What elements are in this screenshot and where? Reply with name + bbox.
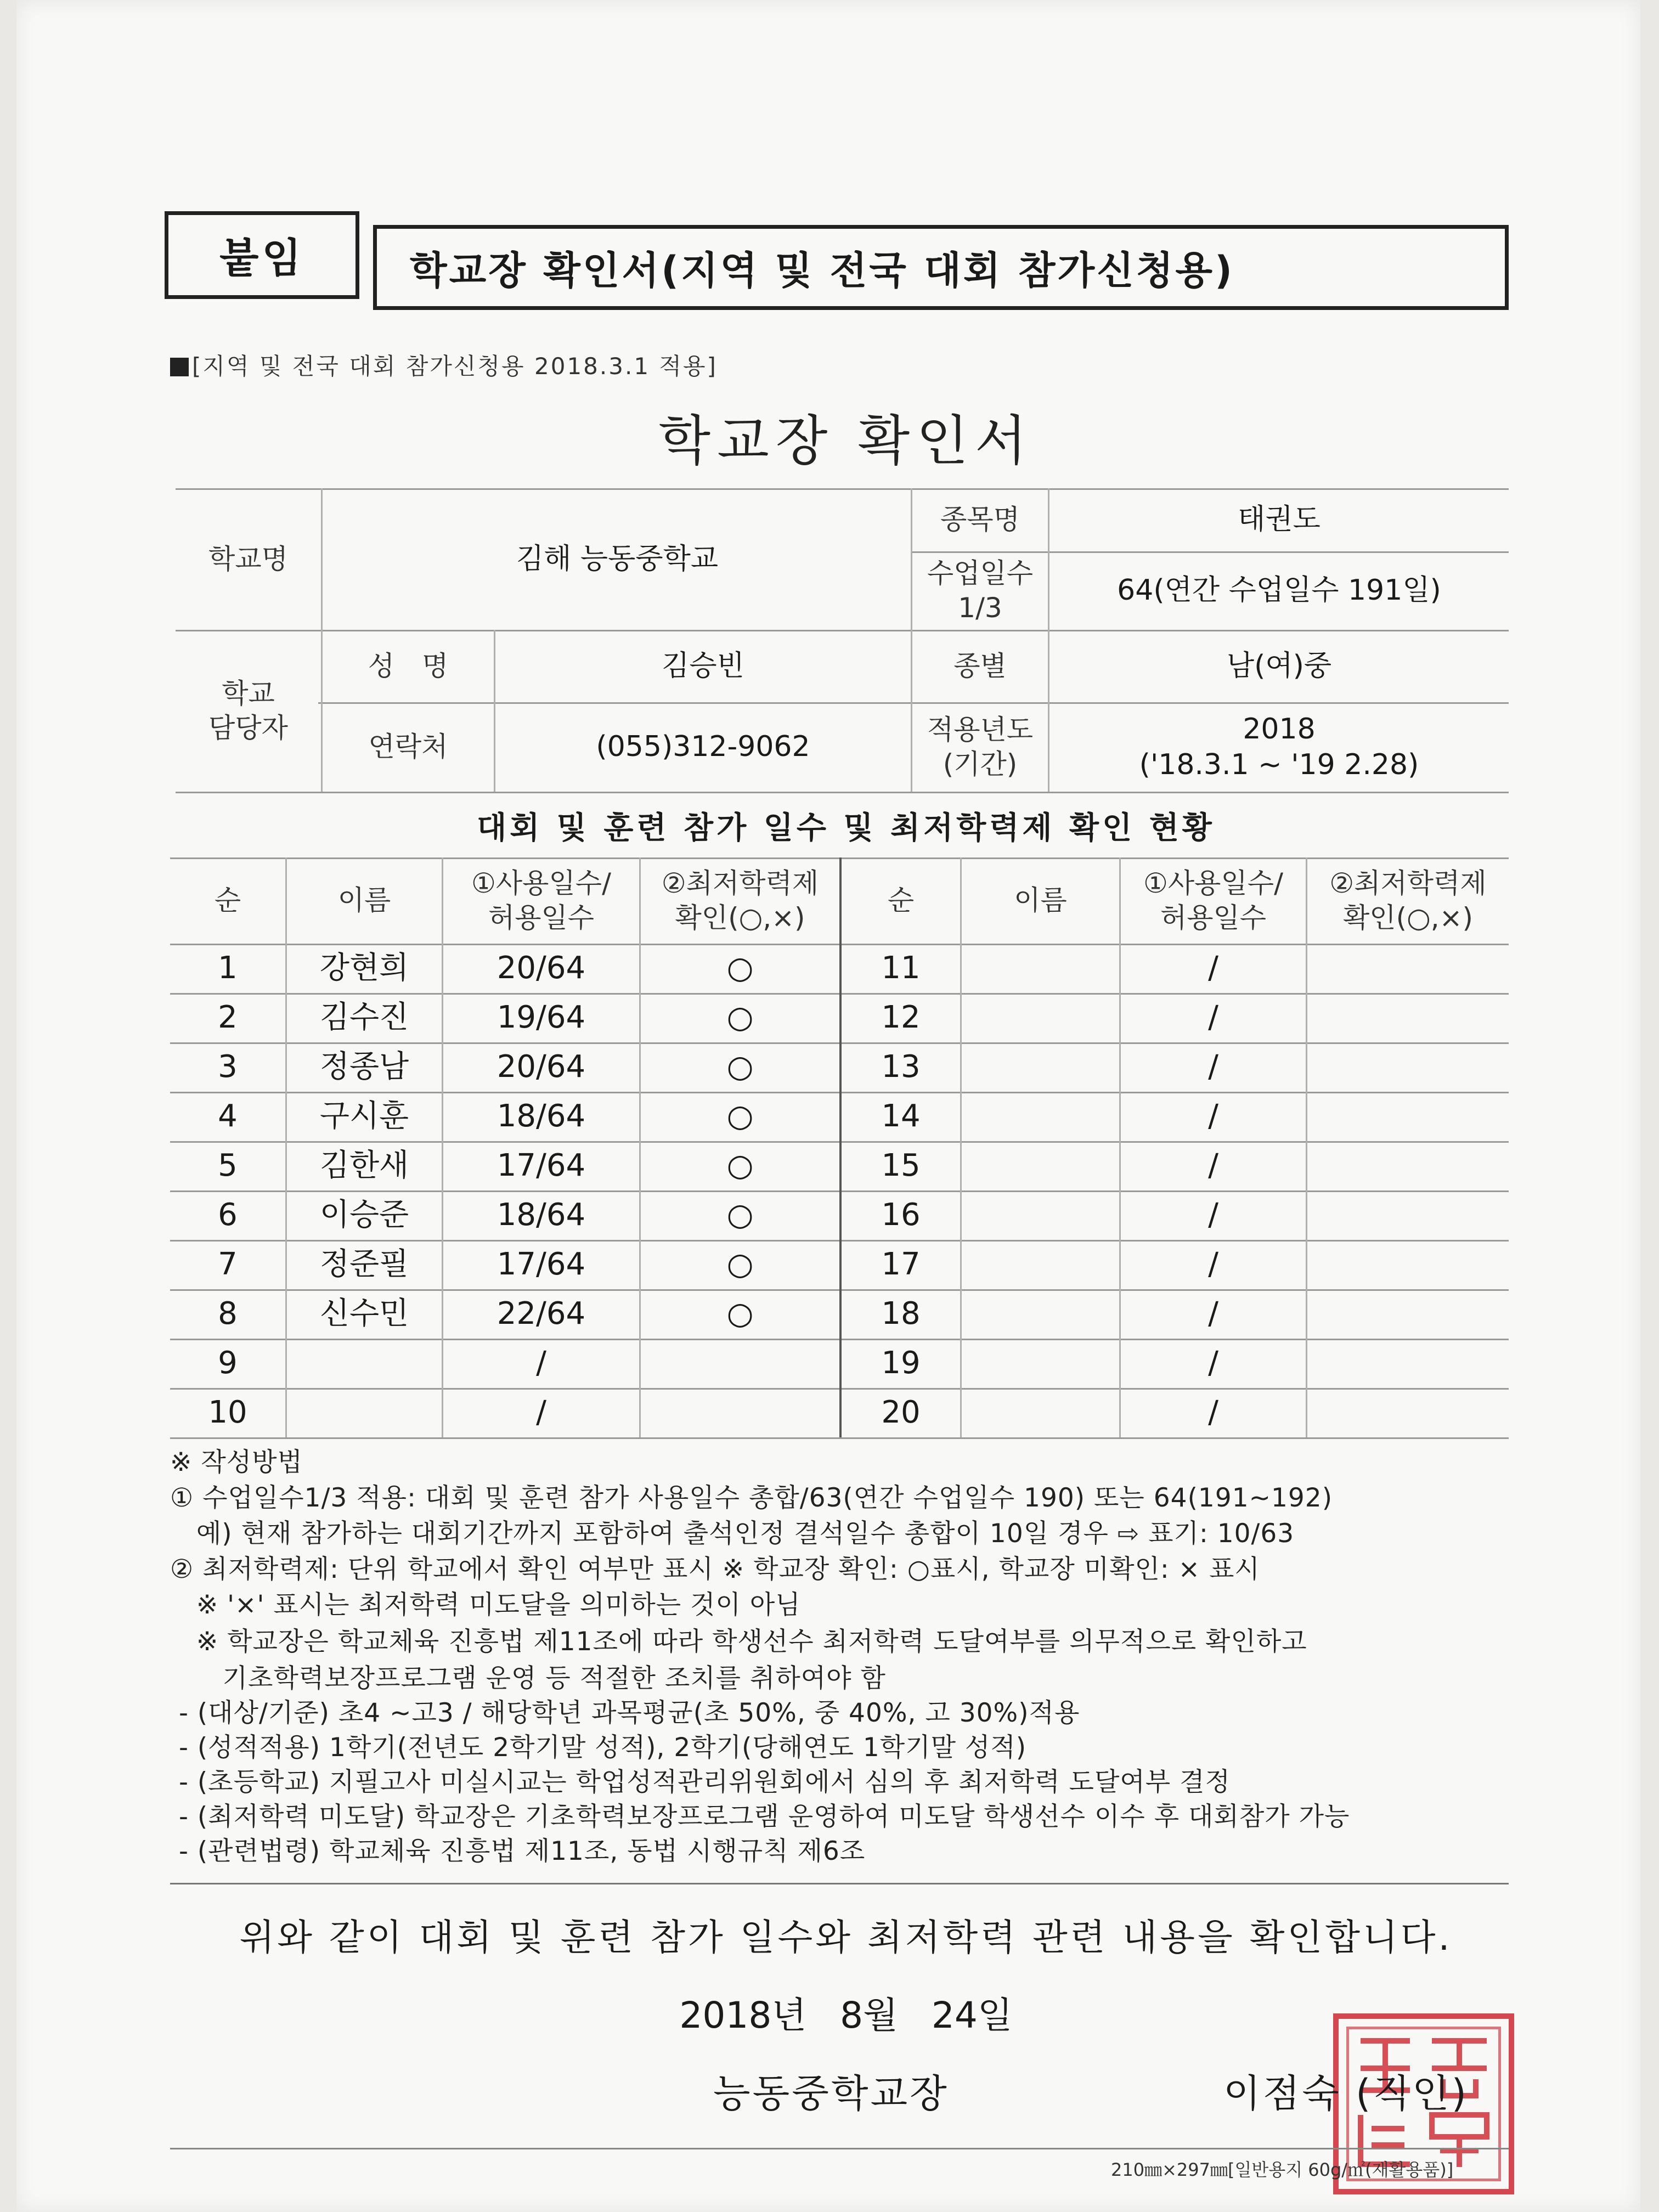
event-label: 종목명	[940, 504, 1020, 536]
contact-label: 연락처	[368, 731, 448, 763]
table-cell-check	[1307, 1289, 1509, 1339]
table-cell-days: /	[1208, 1000, 1218, 1035]
table-cell-no: 5	[218, 1148, 238, 1183]
table-cell-name	[962, 944, 1119, 993]
table-cell-check: ○	[726, 1098, 754, 1134]
col-header-check-right-line2: 확인(○,×)	[1342, 901, 1474, 934]
col-header-days-line2: 허용일수	[488, 901, 595, 934]
col-header-days-right-line2: 허용일수	[1160, 901, 1267, 934]
school-value: 김해 능동중학교	[516, 542, 719, 575]
table-cell-check: ○	[726, 950, 754, 986]
table-cell-check: ○	[726, 1148, 754, 1183]
table-cell-no: 9	[218, 1345, 238, 1381]
table-cell-name	[962, 1092, 1119, 1141]
table-cell-days: /	[1208, 1345, 1218, 1381]
attachment-label: 붙임	[165, 211, 359, 299]
table-cell-name	[287, 1388, 442, 1437]
document-page	[16, 0, 1640, 2212]
col-header-check-right-line1: ②최저학력제	[1329, 867, 1487, 899]
col-header-check-line2: 확인(○,×)	[675, 901, 805, 934]
table-cell-name	[962, 1388, 1119, 1437]
table-cell-no: 16	[881, 1197, 921, 1233]
table-cell-days: /	[536, 1345, 546, 1381]
instruction-line: - (성적적용) 1학기(전년도 2학기말 성적), 2학기(당해연도 1학기말 성적)	[170, 1733, 1027, 1763]
form-title: 학교장 확인서(지역 및 전국 대회 참가신청용)	[373, 225, 1509, 310]
table-cell-no: 20	[881, 1395, 921, 1430]
col-header-days-right	[1121, 857, 1306, 944]
table-cell-no: 6	[218, 1197, 238, 1233]
col-header-days-right-line1: ①사용일수/	[1143, 867, 1283, 899]
year-label	[912, 702, 1048, 792]
applicability-note	[170, 348, 718, 381]
table-cell-name	[962, 1289, 1119, 1339]
col-header-check	[641, 857, 839, 944]
year-value-line1: 2018	[1243, 712, 1316, 746]
instruction-line: 기초학력보장프로그램 운영 등 적절한 조치를 취하여야 함	[170, 1663, 886, 1694]
table-cell-name: 강현희	[319, 950, 409, 986]
table-cell-name	[962, 1042, 1119, 1092]
table-cell-name: 구시훈	[319, 1098, 409, 1134]
col-header-check-right	[1307, 857, 1509, 944]
instruction-line: ※ '×' 표시는 최저학력 미도달을 의미하는 것이 아님	[170, 1590, 801, 1620]
staff-name-value: 김승빈	[662, 649, 744, 682]
table-cell-days: /	[1208, 1296, 1218, 1331]
col-header-name: 이름	[337, 884, 391, 917]
table-cell-name	[962, 1190, 1119, 1240]
table-cell-check	[1307, 1388, 1509, 1437]
col-header-no-right: 순	[887, 884, 915, 917]
table-cell-check: ○	[726, 1000, 754, 1035]
table-cell-check	[641, 1388, 839, 1437]
class-days-label-line2: 1/3	[958, 591, 1002, 624]
table-cell-days: 18/64	[496, 1197, 586, 1233]
table-cell-check	[1307, 993, 1509, 1042]
table-cell-name: 신수민	[319, 1296, 409, 1331]
staff-label	[176, 630, 321, 792]
table-cell-no: 2	[218, 1000, 238, 1035]
table-cell-check	[1307, 1339, 1509, 1388]
table-cell-no: 1	[218, 950, 238, 986]
table-cell-name: 김수진	[319, 1000, 409, 1035]
table-cell-days: 19/64	[496, 1000, 586, 1035]
table-cell-days: /	[1208, 1148, 1218, 1183]
instruction-line: - (관련법령) 학교체육 진흥법 제11조, 동법 시행규칙 제6조	[170, 1836, 866, 1866]
table-cell-days: /	[1208, 1049, 1218, 1085]
col-header-check-line1: ②최저학력제	[661, 867, 819, 899]
table-cell-name: 이승준	[319, 1197, 409, 1233]
table-cell-name: 김한새	[319, 1148, 409, 1183]
col-header-name-right: 이름	[1014, 884, 1067, 917]
confirmation-statement: 위와 같이 대회 및 훈련 참가 일수와 최저학력 관련 내용을 확인합니다.	[239, 1916, 1453, 1959]
table-cell-check	[1307, 1092, 1509, 1141]
year-label-line1: 적용년도	[927, 714, 1034, 746]
name-label: 성 명	[368, 650, 449, 682]
table-cell-days: /	[1208, 1395, 1218, 1430]
table-cell-no: 3	[218, 1049, 238, 1085]
instruction-line: - (최저학력 미도달) 학교장은 기초학력보장프로그램 운영하여 미도달 학생선수 이수 후 대회참가 가능	[170, 1802, 1350, 1832]
col-header-days-line1: ①사용일수/	[471, 867, 611, 899]
principal-signature: 이점숙 (직인)	[1223, 2071, 1469, 2116]
event-value: 태권도	[1238, 503, 1321, 536]
table-cell-days: 17/64	[496, 1246, 586, 1282]
table-cell-check	[1307, 1141, 1509, 1190]
school-principal-title: 능동중학교장	[713, 2071, 949, 2116]
table-cell-no: 17	[881, 1246, 921, 1282]
table-cell-days: 18/64	[496, 1098, 586, 1134]
table-cell-days: 22/64	[496, 1296, 586, 1331]
table-cell-check	[1307, 1240, 1509, 1289]
year-value-line2: ('18.3.1 ~ '19 2.28)	[1139, 748, 1419, 781]
table-cell-check	[641, 1339, 839, 1388]
table-cell-name	[962, 1141, 1119, 1190]
table-cell-days: 20/64	[496, 950, 586, 986]
table-cell-days: /	[1208, 1098, 1218, 1134]
table-cell-check: ○	[726, 1197, 754, 1233]
table-cell-no: 8	[218, 1296, 238, 1331]
square-bullet-icon	[170, 358, 189, 376]
gender-value: 남(여)중	[1226, 649, 1332, 682]
year-value	[1049, 702, 1509, 792]
table-cell-no: 19	[881, 1345, 921, 1381]
paper-spec-footer: 210㎜×297㎜[일반용지 60g/㎡(재활용품)]	[1111, 2159, 1454, 2180]
table-cell-no: 11	[881, 950, 921, 986]
school-label: 학교명	[208, 543, 288, 575]
table-cell-no: 15	[881, 1148, 921, 1183]
instruction-line: - (초등학교) 지필고사 미실시교는 학업성적관리위원회에서 심의 후 최저학력 도달여부 결정	[170, 1767, 1231, 1797]
table-cell-name	[962, 1339, 1119, 1388]
instruction-line: ① 수업일수1/3 적용: 대회 및 훈련 참가 사용일수 총합/63(연간 수업일수 190) 또는 64(191~192)	[170, 1483, 1333, 1513]
staff-label-line2: 담당자	[208, 712, 288, 744]
table-cell-no: 7	[218, 1246, 238, 1282]
instructions-heading: ※ 작성방법	[170, 1447, 303, 1477]
table-cell-no: 12	[881, 1000, 921, 1035]
table-cell-no: 18	[881, 1296, 921, 1331]
table-cell-days: /	[1208, 1246, 1218, 1282]
table-cell-name	[962, 1240, 1119, 1289]
table-cell-check: ○	[726, 1296, 754, 1331]
issue-date: 2018년 8월 24일	[679, 1994, 1013, 2036]
instruction-line: 예) 현재 참가하는 대회기간까지 포함하여 출석인정 결석일수 총합이 10일 경우 ⇨ 표기: 10/63	[170, 1519, 1295, 1549]
table-cell-no: 13	[881, 1049, 921, 1085]
col-header-no: 순	[214, 884, 241, 917]
table-cell-days: /	[1208, 950, 1218, 986]
table-cell-name: 정준필	[319, 1246, 409, 1282]
table-cell-days: /	[536, 1395, 546, 1430]
table-cell-name	[287, 1339, 442, 1388]
class-days-label	[912, 551, 1048, 630]
table-cell-check: ○	[726, 1049, 754, 1085]
page-title: 학교장 확인서	[658, 410, 1034, 472]
table-cell-check	[1307, 1190, 1509, 1240]
table-cell-name	[962, 993, 1119, 1042]
instruction-line: ② 최저학력제: 단위 학교에서 확인 여부만 표시 ※ 학교장 확인: ○표시, 학교장 미확인: × 표시	[170, 1554, 1260, 1584]
instruction-line: - (대상/기준) 초4 ~고3 / 해당학년 과목평균(초 50%, 중 40%, 고 30%)적용	[170, 1698, 1080, 1728]
year-label-line2: (기간)	[943, 748, 1018, 780]
table-cell-no: 10	[208, 1395, 247, 1430]
table-cell-name: 정종남	[319, 1049, 409, 1085]
table-cell-days: /	[1208, 1197, 1218, 1233]
table-cell-check: ○	[726, 1246, 754, 1282]
instruction-line: ※ 학교장은 학교체육 진흥법 제11조에 따라 학생선수 최저학력 도달여부를 의무적으로 확인하고	[170, 1627, 1307, 1657]
applicability-note-text: [지역 및 전국 대회 참가신청용 2018.3.1 적용]	[192, 353, 718, 380]
gender-label: 종별	[953, 650, 1007, 682]
class-days-label-line1: 수업일수	[927, 557, 1034, 589]
staff-label-line1: 학교	[222, 678, 275, 709]
table-cell-days: 17/64	[496, 1148, 586, 1183]
col-header-days	[443, 857, 639, 944]
class-days-value: 64(연간 수업일수 191일)	[1117, 574, 1441, 607]
contact-value: (055)312-9062	[596, 730, 810, 763]
table-cell-no: 14	[881, 1098, 921, 1134]
table-cell-check	[1307, 1042, 1509, 1092]
table-cell-no: 4	[218, 1098, 238, 1134]
table-cell-days: 20/64	[496, 1049, 586, 1085]
section-title: 대회 및 훈련 참가 일수 및 최저학력제 확인 현황	[477, 810, 1215, 846]
table-cell-check	[1307, 944, 1509, 993]
